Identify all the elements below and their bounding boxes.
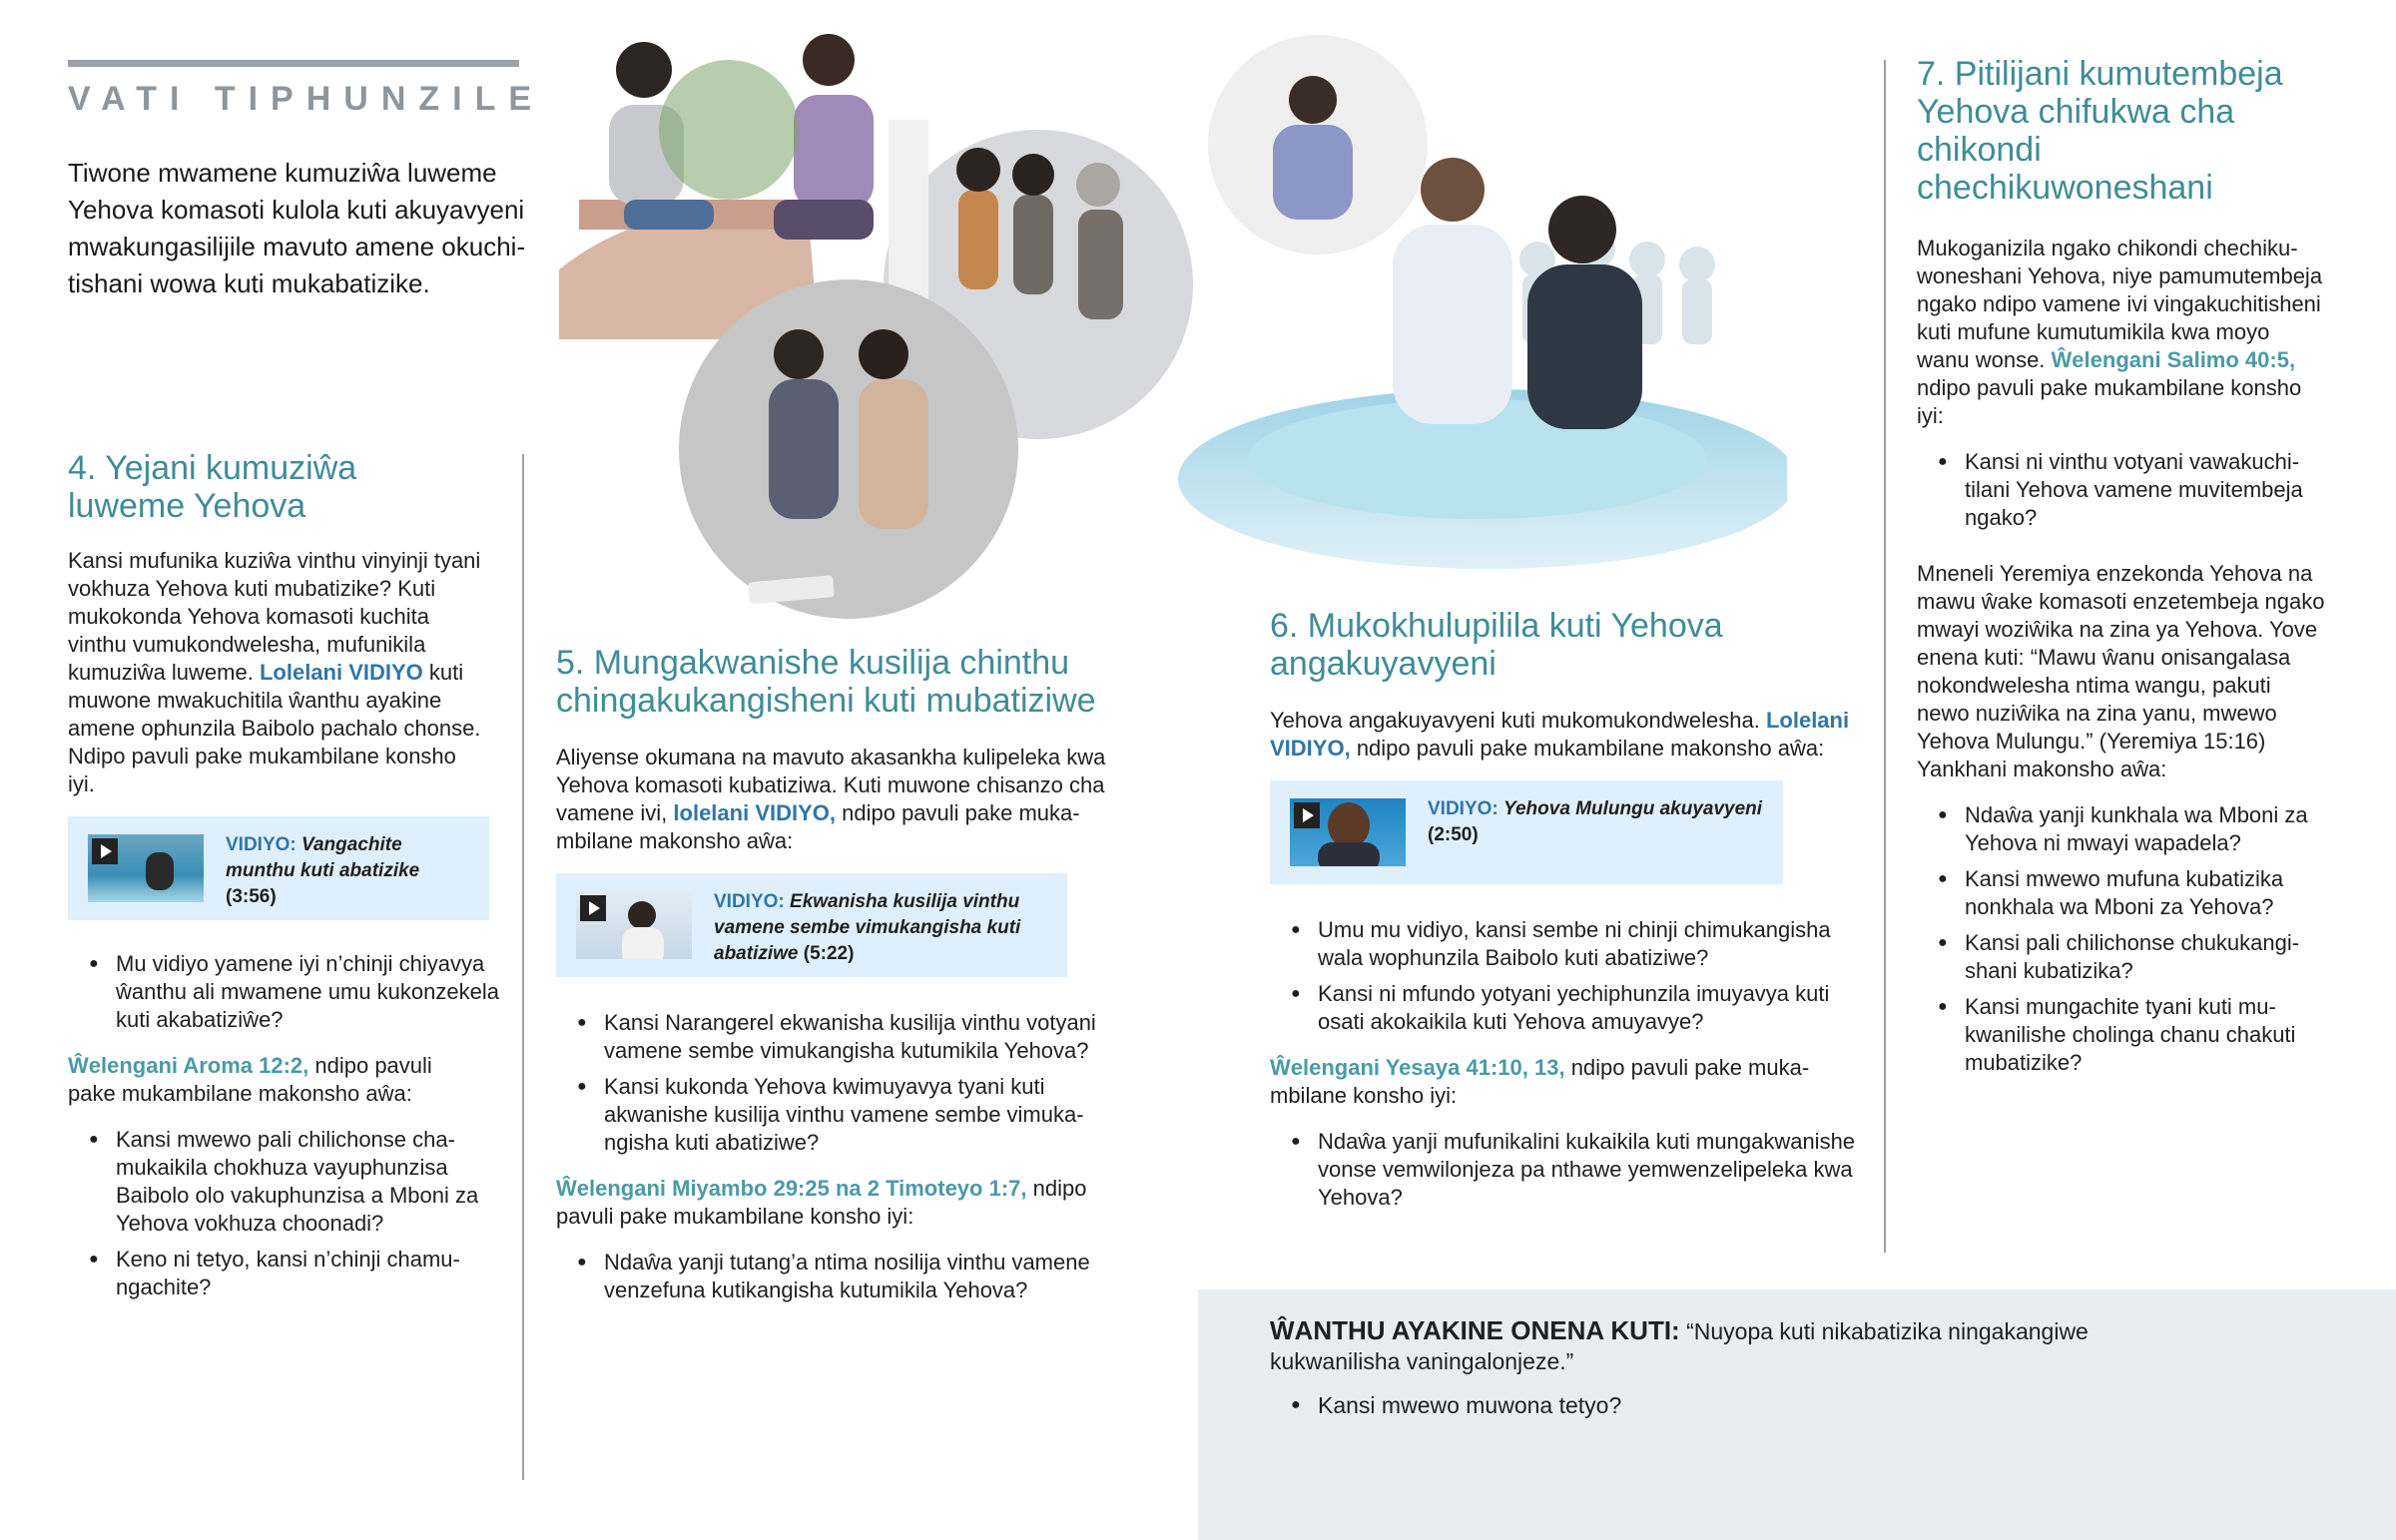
section-5-title: 5. Mungakwanishe kusilija chinthu chingakukangisheni kuti mubatiziwe — [556, 644, 1096, 720]
list-item: ● Keno ni tetyo, kansi n’chinji chamungachite? — [116, 1246, 515, 1301]
video-caption — [226, 832, 469, 910]
section-6-paragraph-text: Yehova angakuyavyeni kuti mukomukondwelesha. — [1270, 708, 1760, 733]
list-item: ● Kansi mwewo mufuna kubatizika nonkhala wa Mboni za Yehova? — [1965, 865, 2328, 921]
scripture-link[interactable]: Ŵelengani Miyambo 29:25 na 2 Timoteyo 1:7, — [556, 1176, 1027, 1201]
section-5-paragraph-after: ndipo pavuli pake mukambilane makonsho aŵa: — [556, 800, 1080, 853]
section-6-paragraph — [1270, 707, 1859, 763]
list-item: ● Kansi kukonda Yehova kwimuyavya tyani kuti akwanishe kusilija vinthu vamene sembe vimukangisha kuti abatiziwe? — [604, 1073, 1135, 1157]
list-item: ● Ndaŵa yanji kunkhala wa Mboni za Yehova ni mwayi wapadela? — [1965, 801, 2328, 857]
video-duration: (2:50) — [1428, 824, 1479, 845]
list-item: ● Kansi pali chilichonse chukukangishani kubatizika? — [1965, 929, 2328, 985]
section-4-paragraph-text: Kansi mufunika kuziŵa vinthu vinyinji tyani vokhuza Yehova kuti mubatizike? Kuti mukokonda Yehova komasoti kuchita vinthu vumukondwelesha, mufunikila kumuziŵa luweme. — [68, 548, 481, 685]
read-after-text: ndipo pavuli pake mukambilane makonsho aŵa: — [68, 1053, 432, 1106]
list-item: ● Kansi mungachite tyani kuti mukwanilishe cholinga chanu chakuti mubatizike? — [1965, 993, 2328, 1077]
others-say-label: ŴANTHU AYAKINE ONENA KUTI: — [1270, 1315, 1680, 1345]
others-say-quote: “Nuyopa kuti nikabatizika ningakangiwe kukwanilisha vaningalonjeze.” — [1270, 1318, 2089, 1374]
video-label: VIDIYO: — [226, 834, 297, 855]
section-7-questions-a — [1917, 448, 2328, 532]
section-4-paragraph — [68, 547, 487, 798]
video-duration: (5:22) — [803, 943, 855, 964]
video-title: Yehova Mulungu akuyavyeni — [1503, 798, 1763, 819]
list-item: ● Umu mu vidiyo, kansi sembe ni chinji chimukangisha wala wophunzila Baibolo kuti abatiziwe? — [1318, 916, 1859, 972]
scripture-link[interactable]: Ŵelengani Salimo 40:5, — [2051, 347, 2296, 372]
section-6-questions-b — [1270, 1128, 1859, 1212]
section-6-video-link[interactable]: Lolelani VIDIYO, — [1270, 708, 1850, 761]
play-icon[interactable] — [92, 838, 118, 864]
section-5-paragraph — [556, 744, 1135, 855]
video-label: VIDIYO: — [1428, 798, 1498, 819]
others-say-paragraph — [1270, 1315, 2168, 1376]
section-4-questions-a — [68, 950, 515, 1034]
section-kicker: VATI TIPHUNZILE — [68, 80, 545, 118]
section-7-title: 7. Pitilijani kumutembeja Yehova chifukwa cha chikondi chechikuwoneshani — [1917, 55, 2283, 207]
section-6-title: 6. Mukokhulupilila kuti Yehova angakuyavyeni — [1270, 607, 1723, 683]
section-7-questions-b — [1917, 801, 2328, 1077]
play-icon[interactable] — [580, 895, 606, 921]
list-item: ● Kansi mwewo pali chilichonse chamukaikila chokhuza vayuphunzisa Baibolo olo vakuphunzisa a Mboni za Yehova vokhuza choonadi? — [116, 1126, 515, 1238]
column-divider-3 — [1884, 60, 1886, 1253]
section-7-paragraph-text: Mukoganizila ngako chikondi chechikuwoneshani Yehova, niye pamumutembeja ngako ndipo vamene ivi vingakuchitisheni kuti mufune kumutumikila kwa moyo wanu wonse. — [1917, 236, 2323, 372]
section-5-paragraph-text: Aliyense okumana na mavuto akasankha kulipeleka kwa Yehova komasoti kubatiziwa. Kuti muwone chisanzo cha vamene ivi, — [556, 745, 1106, 825]
section-5 — [556, 644, 1135, 1322]
section-5-read — [556, 1175, 1135, 1231]
section-4-title: 4. Yejani kumuziŵa luweme Yehova — [68, 449, 357, 525]
illustration — [539, 20, 1787, 619]
section-7-paragraph-2: Mneneli Yeremiya enzekonda Yehova na mawu ŵake komasoti enzetembeja ngako mwayi woziŵika na zina ya Yehova. Yove enena kuti: “Mawu ŵanu onisangalasa nokondwelesha ntima wangu, pakuti newo nuziŵika na zina yanu, mwewo Yehova Mulungu.” (Yeremiya 15:16) Yankhani makonsho aŵa: — [1917, 561, 2325, 781]
section-4-paragraph-after: kuti muwone mwakuchitila ŵanthu ayakine amene ophunzila Baibolo pachalo chonse. Ndipo pavuli pake mukambilane konsho iyi. — [68, 660, 481, 796]
list-item: ● Mu vidiyo yamene iyi n’chinji chiyavya ŵanthu ali mwamene umu kukonzekela kuti akabatiziŵe? — [116, 950, 515, 1034]
list-item: ● Ndaŵa yanji tutang’a ntima nosilija vinthu vamene venzefuna kutikangisha kutumikila Yehova? — [604, 1249, 1135, 1304]
list-item: ● Kansi Narangerel ekwanisha kusilija vinthu votyani vamene sembe vimukangisha kutumikila Yehova? — [604, 1009, 1135, 1065]
video-thumbnail[interactable] — [576, 891, 692, 959]
video-label: VIDIYO: — [714, 891, 785, 912]
section-4-video-card[interactable] — [68, 816, 489, 920]
video-thumbnail[interactable] — [1290, 798, 1406, 866]
list-item: ● Kansi ni mfundo yotyani yechiphunzila imuyavya kuti osati akokaikila kuti Yehova amuyavye? — [1318, 980, 1859, 1036]
video-title: Vangachite munthu kuti abatizike — [226, 834, 420, 881]
section-6-read — [1270, 1054, 1859, 1110]
read-after-text: ndipo pavuli pake mukambilane konsho iyi: — [556, 1176, 1087, 1229]
section-5-questions-a — [556, 1009, 1135, 1157]
section-6-video-card[interactable] — [1270, 780, 1783, 884]
read-after-text: ndipo pavuli pake mukambilane konsho iyi: — [1270, 1055, 1810, 1108]
others-say-questions — [1270, 1390, 2168, 1420]
list-item: ● Kansi ni vinthu votyani vawakuchitilani Yehova vamene muvitembeja ngako? — [1965, 448, 2328, 532]
others-say-content — [1270, 1315, 2168, 1438]
illustration-art — [539, 20, 1787, 619]
intro-text: Tiwone mwamene kumuziŵa luweme Yehova komasoti kulola kuti akuyavyeni mwakungasilijile mavuto amene okuchitishani wowa kuti mukabatizike. — [68, 158, 526, 298]
read-after-text: ndipo pavuli pake mukambilane konsho iyi: — [1917, 375, 2302, 428]
section-4-questions-b — [68, 1126, 515, 1301]
column-divider-1 — [522, 454, 524, 1480]
section-4 — [68, 449, 499, 1319]
video-caption — [714, 889, 1047, 967]
section-4-video-link[interactable]: Lolelani VIDIYO — [259, 660, 423, 685]
section-6-paragraph-after: ndipo pavuli pake mukambilane makonsho aŵa: — [1356, 736, 1825, 761]
section-6 — [1270, 607, 1869, 1230]
list-item: ● Kansi mwewo muwona tetyo? — [1318, 1390, 2168, 1420]
section-4-read — [68, 1052, 467, 1108]
scripture-link[interactable]: Ŵelengani Aroma 12:2, — [68, 1053, 309, 1078]
play-icon[interactable] — [1294, 802, 1320, 828]
video-caption — [1428, 796, 1762, 848]
section-5-questions-b — [556, 1249, 1135, 1304]
section-6-questions-a — [1270, 916, 1859, 1036]
list-item: ● Ndaŵa yanji mufunikalini kukaikila kuti mungakwanishe vonse vemwilonjeza pa nthawe yemwenzelipeleka kwa Yehova? — [1318, 1128, 1859, 1212]
scripture-link[interactable]: Ŵelengani Yesaya 41:10, 13, — [1270, 1055, 1565, 1080]
section-7-paragraph-1 — [1917, 235, 2328, 430]
video-title: Ekwanisha kusilija vinthu vamene sembe vimukangisha kuti abatiziwe — [714, 891, 1021, 964]
section-5-video-card[interactable] — [556, 873, 1067, 977]
video-thumbnail[interactable] — [88, 834, 204, 902]
section-7 — [1917, 55, 2336, 1095]
top-rule — [68, 60, 519, 67]
section-5-video-link[interactable]: lolelani VIDIYO, — [673, 800, 836, 825]
video-duration: (3:56) — [226, 886, 277, 907]
